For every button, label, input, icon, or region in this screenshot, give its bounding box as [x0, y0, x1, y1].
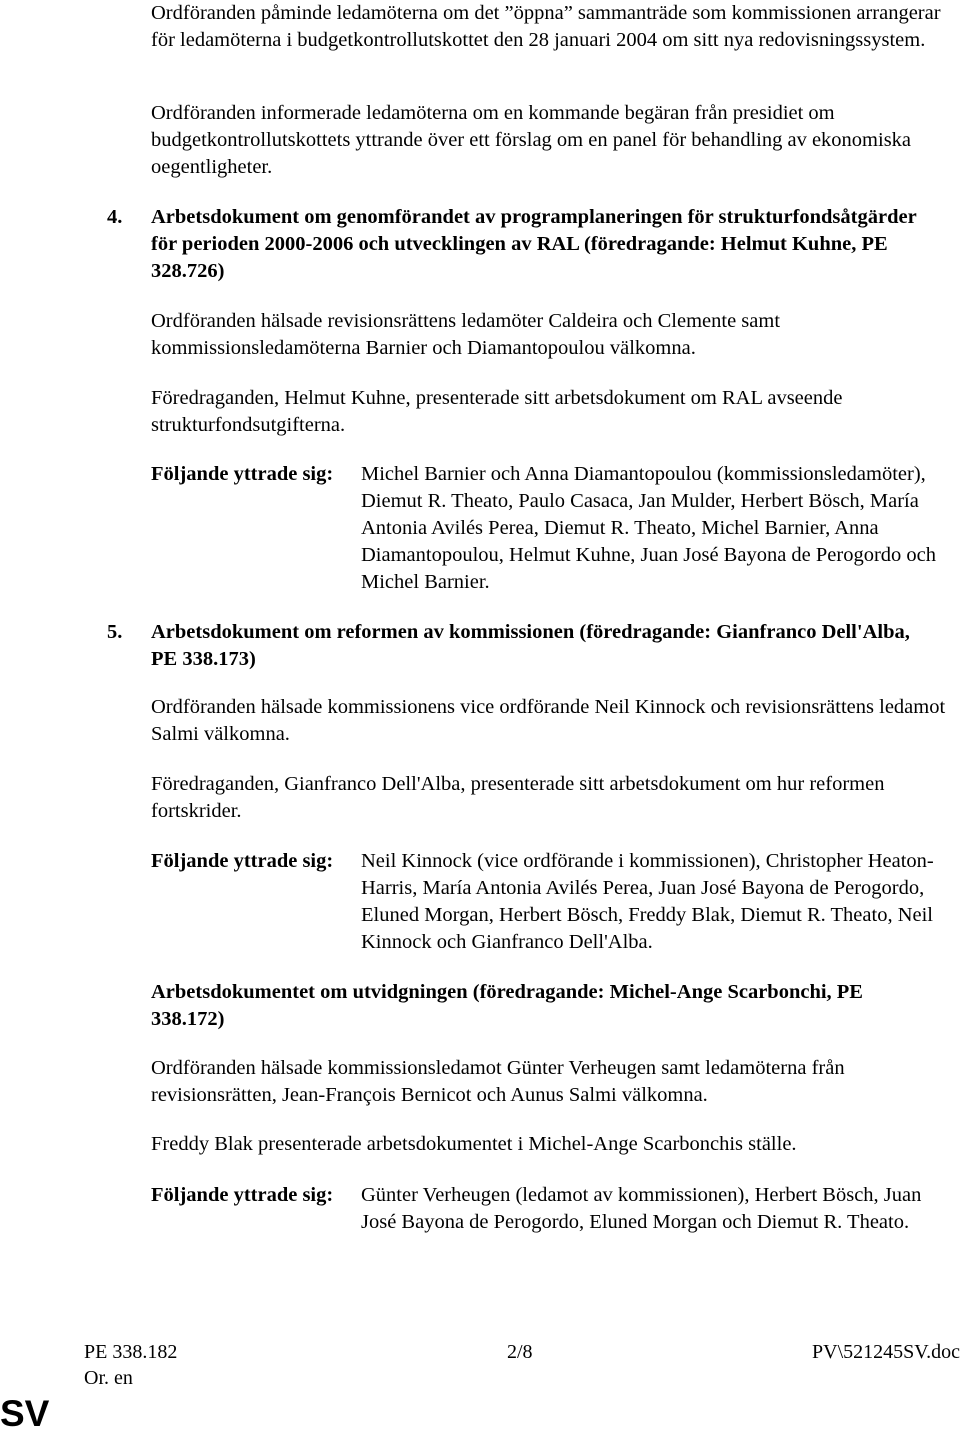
- item-6-speakers-label: Följande yttrade sig:: [151, 1184, 334, 1206]
- footer-page-number: 2/8: [507, 1341, 533, 1363]
- item-6-speakers-list: Günter Verheugen (ledamot av kommissionen), Herbert Bösch, Juan José Bayona de Perogordo, Eluned Morgan och Diemut R. Theato.: [361, 1184, 922, 1233]
- page-footer: [0, 1339, 960, 1366]
- item-4-speakers-list: Michel Barnier och Anna Diamantopoulou (kommissionsledamöter), Diemut R. Theato, Paulo Casaca, Jan Mulder, Herbert Bösch, María Antonia Avilés Perea, Diemut R. Theato, Michel Barnier, Anna Diamantopoulou, Helmut Kuhne, Juan José Bayona de Perogordo och Michel Barnier.: [361, 463, 937, 593]
- intro-paragraph-1: Ordföranden påminde ledamöterna om det ”öppna” sammanträde som kommissionen arrangerar för ledamöterna i budgetkontrollutskottet den 28 januari 2004 om sitt nya redovisningssystem.: [151, 2, 941, 51]
- item-4-speakers: [151, 461, 956, 596]
- item-4-number: 4.: [107, 206, 123, 228]
- intro-paragraph-2: Ordföranden informerade ledamöterna om en kommande begäran från presidiet om budgetkontrollutskottets yttrande över ett förslag om en panel för behandling av ekonomiska oegentligheter.: [151, 102, 912, 178]
- item-5-heading: [107, 619, 927, 673]
- footer-doc-ref: PE 338.182: [84, 1341, 178, 1363]
- item-5-speakers-label: Följande yttrade sig:: [151, 850, 334, 872]
- item-5-paragraph-2: Föredraganden, Gianfranco Dell'Alba, presenterade sitt arbetsdokument om hur reformen fortskrider.: [151, 773, 885, 822]
- item-6-paragraph-1: Ordföranden hälsade kommissionsledamot Günter Verheugen samt ledamöterna från revisionsrätten, Jean-François Bernicot och Aunus Salmi välkomna.: [151, 1057, 845, 1106]
- footer-file-name: PV\521245SV.doc: [812, 1341, 960, 1363]
- item-5-speakers-list: Neil Kinnock (vice ordförande i kommissionen), Christopher Heaton-Harris, María Antonia Avilés Perea, Juan José Bayona de Perogordo, Eluned Morgan, Herbert Bösch, Freddy Blak, Diemut R. Theato, Neil Kinnock och Gianfranco Dell'Alba.: [361, 850, 934, 953]
- item-6-speakers: [151, 1182, 956, 1236]
- item-6-paragraph-2: Freddy Blak presenterade arbetsdokumentet i Michel-Ange Scarbonchis ställe.: [151, 1133, 797, 1155]
- item-4-speakers-label: Följande yttrade sig:: [151, 463, 334, 485]
- footer-original-language: Or. en: [84, 1367, 133, 1389]
- item-5-title: Arbetsdokument om reformen av kommissionen (föredragande: Gianfranco Dell'Alba, PE 338.173): [151, 621, 910, 670]
- item-4-paragraph-1: Ordföranden hälsade revisionsrättens ledamöter Caldeira och Clemente samt kommissionsledamöterna Barnier och Diamantopoulou välkomna.: [151, 310, 781, 359]
- footer-language-code: SV: [0, 1393, 50, 1434]
- item-5-number: 5.: [107, 621, 123, 643]
- item-4-heading: [107, 204, 927, 285]
- item-5-paragraph-1: Ordföranden hälsade kommissionens vice ordförande Neil Kinnock och revisionsrättens ledamot Salmi välkomna.: [151, 696, 946, 745]
- item-4-title: Arbetsdokument om genomförandet av programplaneringen för strukturfondsåtgärder för perioden 2000-2006 och utvecklingen av RAL (föredragande: Helmut Kuhne, PE 328.726): [151, 206, 917, 282]
- item-5-speakers: [151, 848, 956, 956]
- item-4-paragraph-2: Föredraganden, Helmut Kuhne, presenterade sitt arbetsdokument om RAL avseende strukturfondsutgifterna.: [151, 387, 843, 436]
- item-6-heading: Arbetsdokumentet om utvidgningen (föredragande: Michel-Ange Scarbonchi, PE 338.172): [151, 981, 863, 1030]
